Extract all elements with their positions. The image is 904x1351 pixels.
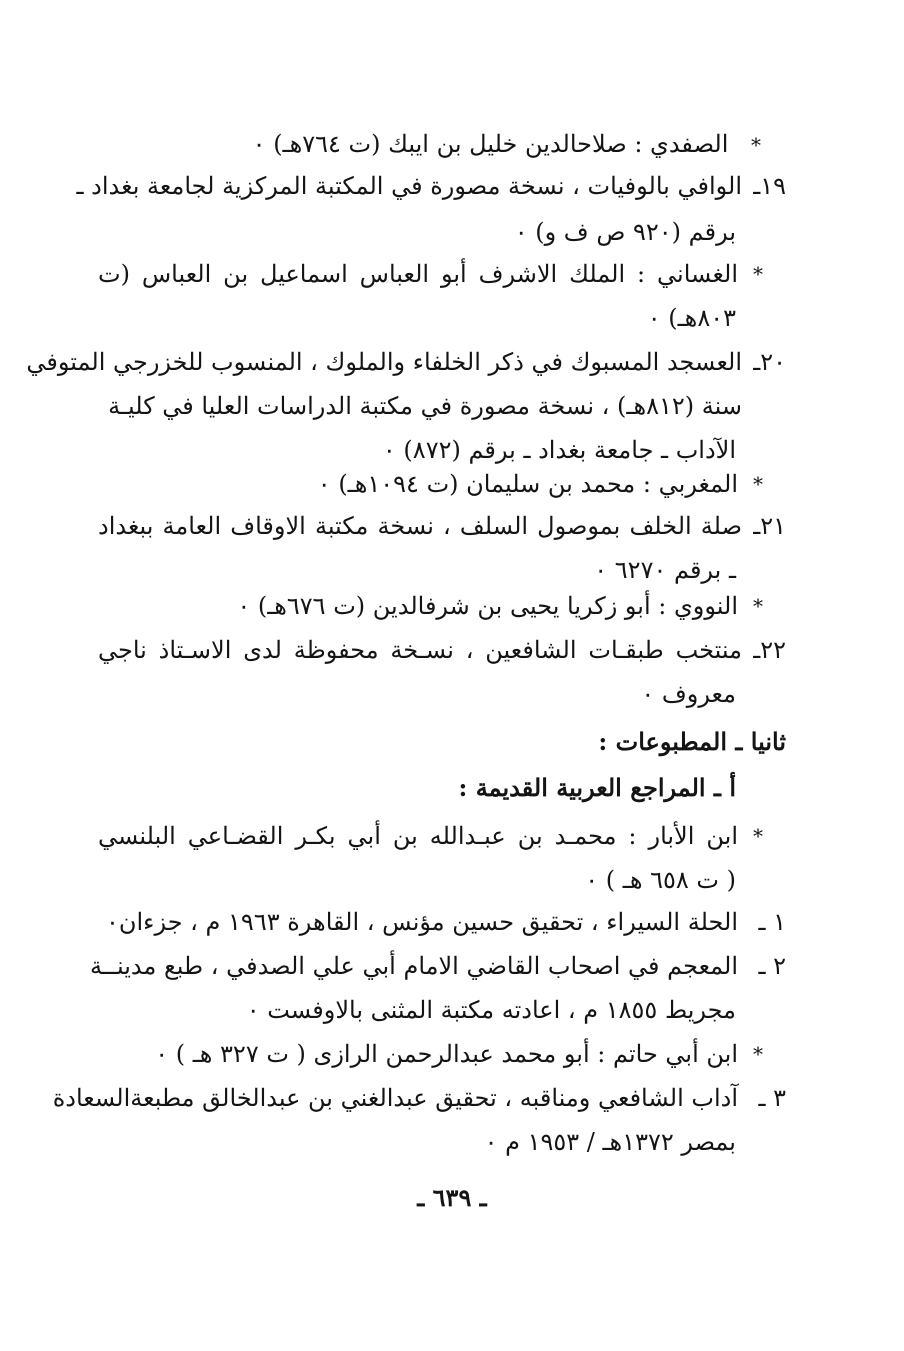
item-number: ٣ ـ (758, 1084, 786, 1112)
item-line: بمصر ١٣٧٢هـ / ١٩٥٣ م ٠ (484, 1128, 736, 1156)
author-entry-nawawi (0, 584, 904, 628)
bibliography-item-19 (0, 164, 904, 208)
bibliography-item-3-cont (0, 1120, 904, 1164)
bibliography-item-22-cont (0, 672, 904, 716)
bibliography-item-2 (0, 944, 904, 988)
author-line: ٨٠٣هـ) ٠ (647, 304, 736, 332)
author-line: النووي : أبو زكريا يحيى بن شرفالدين (ت ٦٧٦هـ) ٠ (237, 592, 738, 620)
star-marker: * (753, 472, 763, 496)
page-number: ـ ٦٣٩ ـ (417, 1183, 487, 1212)
star-marker: * (751, 133, 761, 157)
bibliography-item-21 (0, 504, 904, 548)
bibliography-item-22 (0, 628, 904, 672)
item-line: الحلة السيراء ، تحقيق حسين مؤنس ، القاهرة ١٩٦٣ م ، جزءان٠ (105, 908, 738, 936)
item-line: سنة (٨١٢هـ) ، نسخة مصورة في مكتبة الدراسات العليا في كليـة (108, 392, 742, 420)
author-entry-maghribi (0, 462, 904, 506)
author-entry-ibn-al-abbar (0, 814, 904, 858)
star-marker: * (753, 824, 763, 848)
author-entry-ibn-abi-hatim (0, 1032, 904, 1076)
item-number: ١٩ـ (753, 172, 786, 200)
author-line: المغربي : محمد بن سليمان (ت ١٠٩٤هـ) ٠ (317, 470, 738, 498)
star-marker: * (753, 262, 763, 286)
author-entry-ibn-al-abbar-cont (0, 858, 904, 902)
item-line: صلة الخلف بموصول السلف ، نسخة مكتبة الاوقاف العامة ببغداد (98, 512, 742, 540)
star-marker: * (753, 1042, 763, 1066)
star-marker: * (753, 594, 763, 618)
author-entry-ghassani-cont (0, 296, 904, 340)
item-line: الآداب ـ جامعة بغداد ـ برقم (٨٧٢) ٠ (382, 436, 736, 464)
author-line: الغساني : الملك الاشرف أبو العباس اسماعيل بن العباس (ت (98, 260, 738, 288)
subsection-heading (0, 766, 904, 810)
author-line: الصفدي : صلاحالدين خليل بن ايبك (ت ٧٦٤هـ) ٠ (252, 130, 729, 158)
item-number: ٢١ـ (753, 512, 786, 540)
author-line: ابن أبي حاتم : أبو محمد عبدالرحمن الرازى ( ت ٣٢٧ هـ ) ٠ (155, 1040, 738, 1068)
section-heading-text: ثانيا ـ المطبوعات : (598, 727, 786, 756)
item-line: العسجد المسبوك في ذكر الخلفاء والملوك ، المنسوب للخزرجي المتوفي (26, 348, 742, 376)
item-line: المعجم في اصحاب القاضي الامام أبي علي الصدفي ، طبع مدينــة (90, 952, 738, 980)
item-line: معروف ٠ (641, 680, 736, 708)
bibliography-item-20 (0, 340, 904, 384)
item-line: الوافي بالوفيات ، نسخة مصورة في المكتبة المركزية لجامعة بغداد ـ (76, 172, 742, 200)
subsection-heading-text: أ ـ المراجع العربية القديمة : (458, 773, 736, 802)
section-heading (0, 720, 904, 764)
author-line: ابن الأبار : محمـد بن عبـدالله بن أبي بكـر القضـاعي البلنسي (98, 822, 738, 850)
item-line: مجريط ١٨٥٥ م ، اعادته مكتبة المثنى بالاوفست ٠ (246, 996, 736, 1024)
item-number: ١ ـ (758, 908, 786, 936)
bibliography-item-2-cont (0, 988, 904, 1032)
item-number: ٢٢ـ (753, 636, 786, 664)
item-line: ـ برقم ٦٢٧٠ ٠ (594, 556, 736, 584)
bibliography-item-20-cont (0, 384, 904, 428)
author-line: ( ت ٦٥٨ هـ ) ٠ (585, 866, 736, 894)
bibliography-item-1 (0, 900, 904, 944)
item-line: آداب الشافعي ومناقبه ، تحقيق عبدالغني بن عبدالخالق مطبعةالسعادة (52, 1084, 738, 1112)
item-line: برقم (٩٢٠ ص ف و) ٠ (514, 218, 736, 246)
bibliography-item-19-cont (0, 210, 904, 254)
author-entry-safadi (0, 122, 904, 166)
author-entry-ghassani (0, 252, 904, 296)
item-line: منتخب طبقـات الشافعين ، نسـخة محفوظة لدى الاسـتاذ ناجي (98, 636, 742, 664)
item-number: ٢٠ـ (753, 348, 786, 376)
bibliography-item-3 (0, 1076, 904, 1120)
item-number: ٢ ـ (758, 952, 786, 980)
